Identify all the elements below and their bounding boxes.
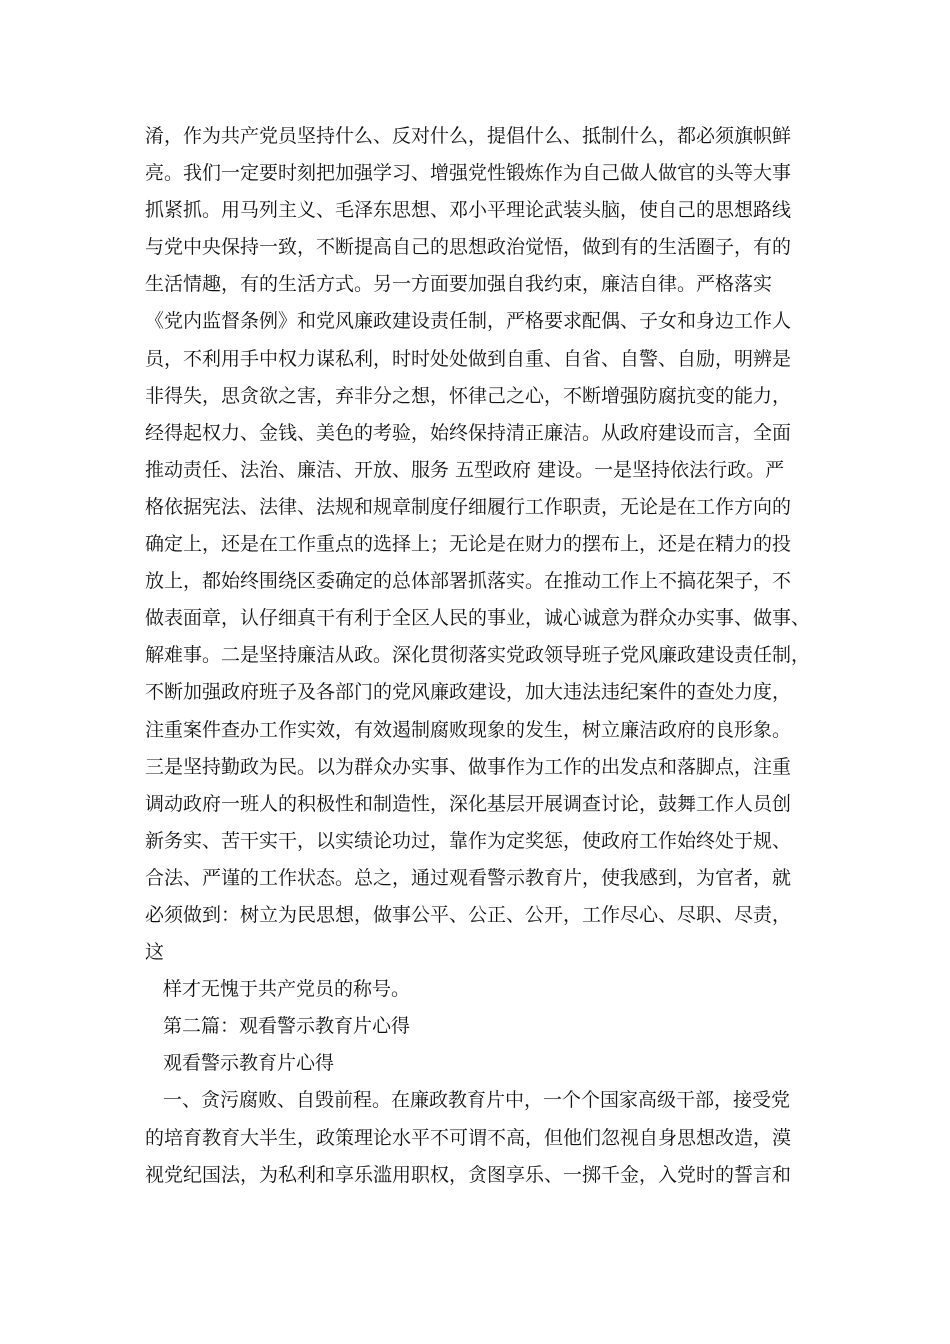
document-body [145, 118, 815, 1194]
text-line: 确定上，还是在工作重点的选择上；无论是在财力的摆布上，还是在精力的投 [145, 533, 792, 556]
text-line: 做表面章，认仔细真干有利于全区人民的事业，诚心诚意为群众办实事、做事、 [145, 607, 811, 630]
chapter-title-text: 观看警示教育片心得 [163, 1052, 335, 1075]
chapter-heading-text: 第二篇：观看警示教育片心得 [163, 1015, 411, 1038]
text-line: 样才无愧于共产党员的称号。 [163, 978, 411, 1001]
text-line: 格依据宪法、法律、法规和规章制度仔细履行工作职责，无论是在工作方向的 [145, 495, 792, 518]
text-line: 三是坚持勤政为民。以为群众办实事、做事作为工作的出发点和落脚点，注重 [145, 755, 792, 778]
text-line: 经得起权力、金钱、美色的考验，始终保持清正廉洁。从政府建设而言，全面 [145, 421, 792, 444]
text-line: 这 [145, 941, 165, 964]
paragraph-3 [145, 1082, 815, 1193]
text-line: 放上，都始终围绕区委确定的总体部署抓落实。在推动工作上不搞花架子，不 [145, 570, 792, 593]
text-line: 非得失，思贪欲之害，弃非分之想，怀律己之心，不断增强防腐抗变的能力， [145, 384, 792, 407]
text-line: 淆，作为共产党员坚持什么、反对什么，提倡什么、抵制什么，都必须旗帜鲜 [145, 125, 792, 147]
text-line: 员，不利用手中权力谋私利，时时处处做到自重、自省、自警、自励，明辨是 [145, 347, 792, 370]
text-line: 《党内监督条例》和党风廉政建设责任制，严格要求配偶、子女和身边工作人 [145, 310, 792, 333]
paragraph-2 [145, 971, 815, 1008]
chapter-title [145, 1045, 815, 1082]
text-line: 视党纪国法，为私利和享乐滥用职权，贪图享乐、一掷千金，入党时的誓言和 [145, 1163, 792, 1186]
paragraph-1 [145, 118, 815, 971]
text-line: 合法、严谨的工作状态。总之，通过观看警示教育片，使我感到，为官者，就 [145, 866, 792, 889]
text-line: 一、贪污腐败、自毁前程。在廉政教育片中，一个个国家高级干部，接受党 [163, 1089, 791, 1112]
text-line: 新务实、苦干实干，以实绩论功过，靠作为定奖惩，使政府工作始终处于规、 [145, 829, 792, 852]
text-line: 必须做到：树立为民思想，做事公平、公正、公开，工作尽心、尽职、尽责， [145, 903, 792, 926]
chapter-heading [145, 1008, 815, 1045]
text-line: 抓紧抓。用马列主义、毛泽东思想、邓小平理论武装头脑，使自己的思想路线 [145, 199, 792, 222]
text-line: 与党中央保持一致，不断提高自己的思想政治觉悟，做到有的生活圈子，有的 [145, 236, 792, 259]
text-line: 不断加强政府班子及各部门的党风廉政建设，加大违法违纪案件的查处力度， [145, 681, 792, 704]
text-line: 的培育教育大半生，政策理论水平不可谓不高，但他们忽视自身思想改造，漠 [145, 1126, 792, 1149]
text-line: 调动政府一班人的积极性和制造性，深化基层开展调查讨论，鼓舞工作人员创 [145, 792, 792, 815]
text-line: 解难事。二是坚持廉洁从政。深化贯彻落实党政领导班子党风廉政建设责任制， [145, 644, 811, 667]
text-line: 注重案件查办工作实效，有效遏制腐败现象的发生，树立廉洁政府的良形象。 [145, 718, 792, 741]
text-line: 亮。我们一定要时刻把加强学习、增强党性锻炼作为自己做人做官的头等大事 [145, 162, 792, 185]
text-line: 推动责任、法治、廉洁、开放、服务 五型政府 建设。一是坚持依法行政。严 [145, 458, 785, 481]
text-line: 生活情趣，有的生活方式。另一方面要加强自我约束，廉洁自律。严格落实 [145, 273, 773, 296]
